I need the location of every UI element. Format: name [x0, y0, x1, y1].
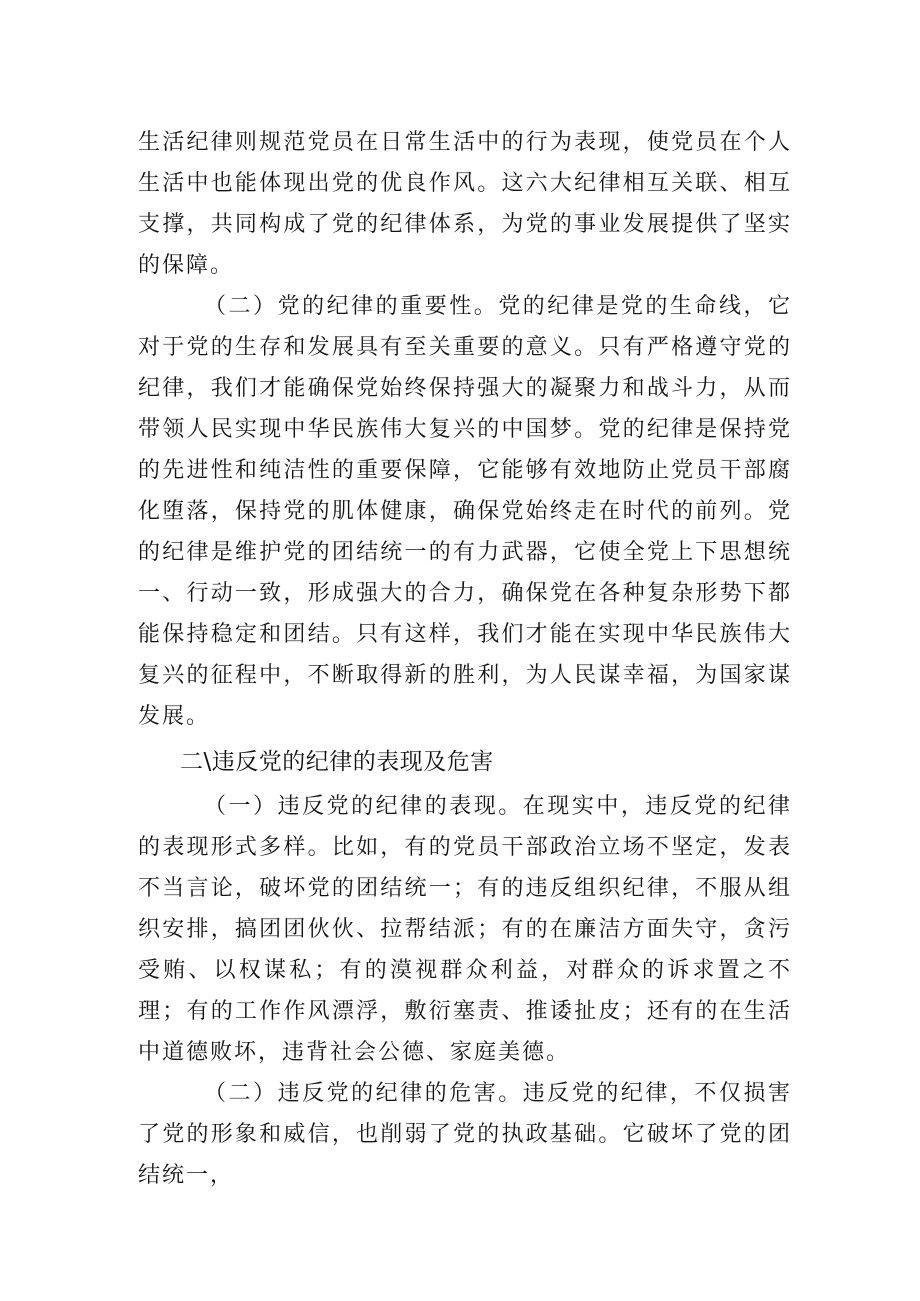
paragraph-discipline-importance: （二）党的纪律的重要性。党的纪律是党的生命线，它对于党的生存和发展具有至关重要的意义。只有严格遵守党的纪律，我们才能确保党始终保持强大的凝聚力和战斗力，从而带领人民实现中华民族伟大复兴的中国梦。党的纪律是保持党的先进性和纯洁性的重要保障，它能够有效地防止党员干部腐化堕落，保持党的肌体健康，确保党始终走在时代的前列。党的纪律是维护党的团结统一的有力武器，它使全党上下思想统一、行动一致，形成强大的合力，确保党在各种复杂形势下都能保持稳定和团结。只有这样，我们才能在实现中华民族伟大复兴的征程中，不断取得新的胜利，为人民谋幸福，为国家谋发展。	[138, 294, 792, 729]
paragraph-life-discipline: 生活纪律则规范党员在日常生活中的行为表现，使党员在个人生活中也能体现出党的优良作风。这六大纪律相互关联、相互支撑，共同构成了党的纪律体系，为党的事业发展提供了坚实的保障。	[138, 130, 792, 278]
paragraph-violation-harms: （二）违反党的纪律的危害。违反党的纪律，不仅损害了党的形象和威信，也削弱了党的执政基础。它破坏了党的团结统一，	[138, 1081, 792, 1188]
document-body	[138, 122, 792, 1196]
section-heading-violations: 二\违反党的纪律的表现及危害	[180, 749, 494, 775]
paragraph-violation-manifestations: （一）违反党的纪律的表现。在现实中，违反党的纪律的表现形式多样。比如，有的党员干部政治立场不坚定，发表不当言论，破坏党的团结统一；有的违反组织纪律，不服从组织安排，搞团团伙伙、拉帮结派；有的在廉洁方面失守，贪污受贿、以权谋私；有的漠视群众利益，对群众的诉求置之不理；有的工作作风漂浮，敷衍塞责、推诿扯皮；还有的在生活中道德败坏，违背社会公德、家庭美德。	[138, 794, 792, 1065]
